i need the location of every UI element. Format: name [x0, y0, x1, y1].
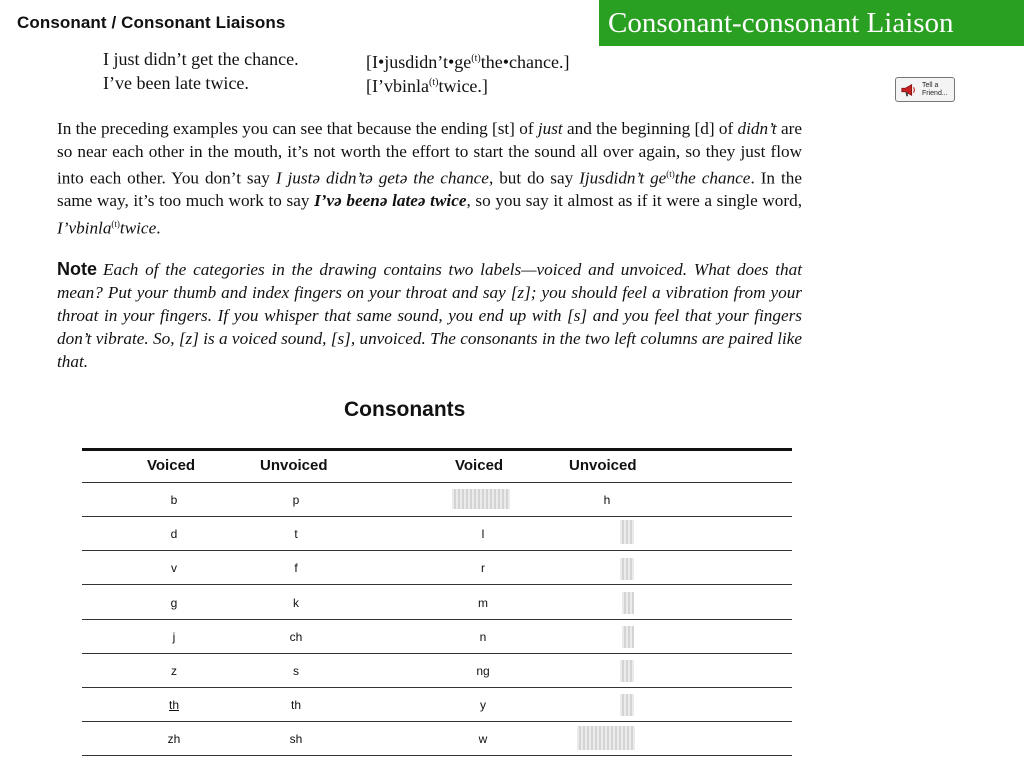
table-cell: n [479, 629, 487, 644]
table-cell: m [478, 595, 488, 610]
table-row-rule [82, 550, 792, 551]
scan-smudge [620, 558, 634, 580]
table-cell: v [171, 561, 177, 576]
table-top-rule [82, 448, 792, 451]
table-cell: w [478, 732, 488, 747]
table-row-rule [82, 516, 792, 517]
tell-a-friend-button[interactable] [895, 77, 955, 102]
table-cell: th [168, 698, 179, 713]
table-cell: j [172, 629, 176, 644]
table-row-rule [82, 584, 792, 585]
header-voiced: Voiced [147, 457, 196, 474]
scan-smudge [620, 660, 634, 682]
table-cell: k [293, 595, 299, 610]
example-sentence: I’ve been late twice. [103, 73, 249, 93]
table-cell: s [293, 664, 299, 678]
megaphone-icon [900, 81, 918, 99]
table-title: Consonants [344, 398, 466, 421]
scan-smudge [577, 726, 635, 750]
table-row-rule [82, 755, 792, 756]
scan-smudge [622, 592, 634, 614]
table-row-rule [82, 619, 792, 620]
table-cell: p [292, 493, 300, 507]
tell-a-friend-label: Tell a Friend... [922, 81, 948, 97]
table-cell: zh [167, 732, 181, 747]
table-cell: f [294, 561, 298, 576]
table-cell: ch [289, 629, 303, 644]
scan-smudge [452, 489, 510, 509]
table-cell: y [480, 698, 486, 713]
table-cell: z [171, 664, 177, 678]
explanation-paragraph: In the preceding examples you can see that because the ending [st] of just and the beginning [d] of didn’t are so near each other in the mouth, it’s not worth the effort to start the sound all over again, so they just flow into each other. You don’t say I justə didn’tə getə the chance, but do say Ijusdidn’t $ge^{(t)}the$ chance. In the same way, it’s too much work to say I’və beenə lateə twice, so you say it almost as if it were a single word, I’vbinla$^{(t)}$twice. [57, 119, 803, 238]
table-cell: th [290, 698, 301, 713]
table-row-rule [82, 653, 792, 654]
note-label: Note [57, 259, 97, 279]
example-liaison: [I’vbinla$^{(t)}$twice.] [366, 76, 488, 96]
table-cell: h [603, 493, 611, 507]
section-heading: Consonant / Consonant Liaisons [17, 13, 286, 32]
scan-smudge [620, 520, 634, 544]
scan-smudge [622, 626, 634, 648]
table-cell: l [481, 527, 485, 542]
example-sentence: I just didn’t get the chance. [103, 49, 299, 69]
table-cell: d [170, 527, 178, 542]
table-cell: r [481, 561, 485, 576]
example-liaison: $[I•jusdidn’t•ge^{(t)}the•chance.]$ [366, 52, 570, 72]
table-row-rule [82, 721, 792, 722]
header-unvoiced: Unvoiced [260, 457, 328, 474]
header-unvoiced: Unvoiced [569, 457, 637, 474]
note-paragraph: Note Each of the categories in the drawing contains two labels—voiced and unvoiced. What does that mean? Put your thumb and index fingers on your throat and say [z]; you should feel a vibration from your throat in your fingers. If you whisper that same sound, you end up with [s] and you feel that your fingers don’t vibrate. So, [z] is a voiced sound, [s], unvoiced. The consonants in the two left columns are paired like that. [57, 259, 802, 371]
table-header-rule [82, 482, 792, 483]
table-cell: t [294, 527, 298, 542]
table-row-rule [82, 687, 792, 688]
table-cell: g [170, 595, 178, 610]
table-cell: ng [476, 664, 490, 678]
header-voiced: Voiced [455, 457, 504, 474]
table-cell: sh [289, 732, 303, 747]
scan-smudge [620, 694, 634, 716]
slide-title-banner: Consonant-consonant Liaison [599, 0, 1024, 46]
table-cell: b [170, 493, 178, 507]
